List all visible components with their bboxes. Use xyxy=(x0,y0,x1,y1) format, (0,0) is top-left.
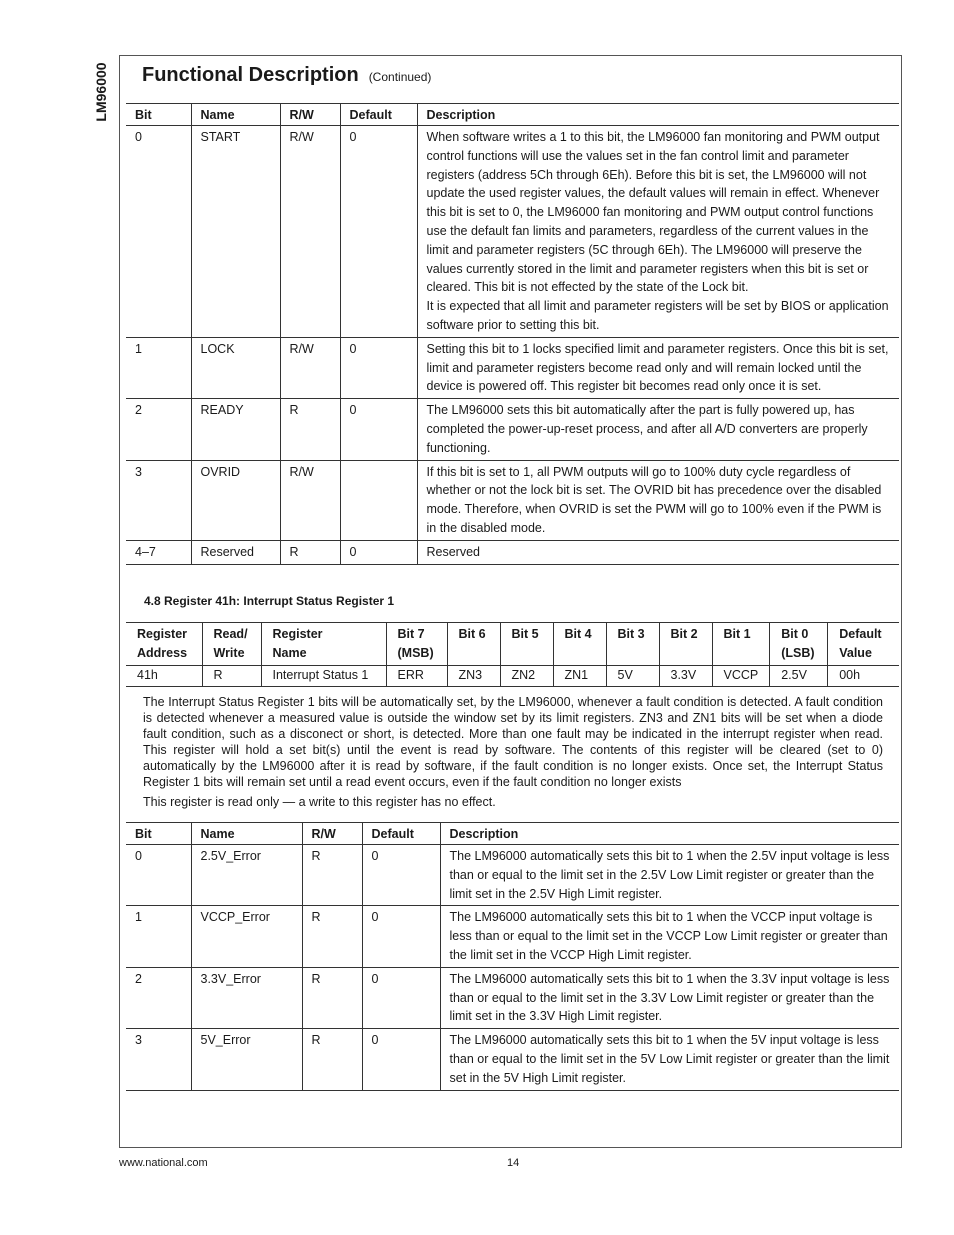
column-header-line: Value xyxy=(839,646,872,660)
default-cell: 0 xyxy=(340,337,417,398)
column-header-line xyxy=(671,644,701,663)
table-header-row xyxy=(126,823,899,845)
bit-cell: 3 xyxy=(126,460,191,540)
column-header-line: Write xyxy=(213,646,245,660)
table-row xyxy=(126,845,899,906)
interrupt-description-paragraph: The Interrupt Status Register 1 bits will be automatically set, by the LM96000, whenever a fault condition is detected. A fault condition is detected whenever a measured value is outside the window set by its limit registers. ZN3 and ZN1 bits will be set when a diode fault condition, such as a disconect or short, is detected. More than one fault may be indicated in the interrupt register when read. This register will hold a set bit(s) until the event is read by software. The contents of this register will be cleared (set to 0) automatically by the LM96000 after it is read by software, if the fault condition is no longer exists. Once set, the Interrupt Status Register 1 bits will remain set until a read event occurs, even if the fault condition no longer exists xyxy=(143,695,883,789)
rw-cell: R xyxy=(302,906,362,967)
column-header xyxy=(202,623,261,666)
footer-website: www.national.com xyxy=(119,1157,208,1169)
section-title: 4.8 Register 41h: Interrupt Status Register 1 xyxy=(144,594,395,608)
name-cell: READY xyxy=(191,399,280,460)
register-cell: 2.5V xyxy=(770,666,828,687)
name-cell: OVRID xyxy=(191,460,280,540)
default-cell: 0 xyxy=(362,1029,440,1090)
default-cell: 0 xyxy=(340,126,417,338)
column-header-line xyxy=(724,644,759,663)
table-row xyxy=(126,906,899,967)
column-header: R/W xyxy=(302,823,362,845)
register-cell: R xyxy=(202,666,261,687)
column-header: Bit xyxy=(126,104,191,126)
column-header-line: Bit 7 xyxy=(397,627,425,641)
column-header: Default xyxy=(340,104,417,126)
column-header-line: Bit 6 xyxy=(458,627,486,641)
bit-cell: 1 xyxy=(126,337,191,398)
rw-cell: R/W xyxy=(280,337,340,398)
bit-description-table-1 xyxy=(126,103,899,565)
register-cell: ZN1 xyxy=(553,666,606,687)
column-header-line: Bit 4 xyxy=(564,627,592,641)
column-header-line: Bit 0 xyxy=(781,627,809,641)
column-header-line xyxy=(459,644,489,663)
column-header xyxy=(712,623,770,666)
column-header-line: Read/ xyxy=(213,627,248,641)
column-header xyxy=(606,623,659,666)
column-header xyxy=(659,623,712,666)
column-header-line: Bit 5 xyxy=(511,627,539,641)
column-header xyxy=(386,623,447,666)
name-cell: START xyxy=(191,126,280,338)
register-cell: 5V xyxy=(606,666,659,687)
register-cell: 41h xyxy=(126,666,202,687)
description-cell xyxy=(440,1029,899,1090)
description-cell xyxy=(440,845,899,906)
description-paragraph: The LM96000 automatically sets this bit to 1 when the 2.5V input voltage is less than or equal to the limit set in the 2.5V Low Limit register or greater than the limit set in the 2.5V High Limit register. xyxy=(449,849,890,901)
register-cell: 00h xyxy=(828,666,899,687)
description-cell xyxy=(417,337,899,398)
table-header-row xyxy=(126,104,899,126)
description-paragraph: When software writes a 1 to this bit, the LM96000 fan monitoring and PWM output control functions will use the values set in the fan control limit and parameter registers (address 5Ch through 6Eh). Before this bit is set, the LM96000 will not update the used register values, the default values will remain in effect. Whenever this bit is set to 0, the LM96000 fan monitoring and PWM output control functions use the default fan limits and parameters, regardless of the current values in the limit and parameter registers (5C through 6Eh). The LM96000 will preserve the values currently stored in the limit and parameter registers when this bit is set or cleared. This bit is not effected by the state of the Lock bit. xyxy=(426,130,880,295)
column-header-line: Register xyxy=(272,627,323,641)
description-cell xyxy=(440,906,899,967)
column-header: Description xyxy=(417,104,899,126)
default-cell: 0 xyxy=(362,845,440,906)
column-header-line: Name xyxy=(272,646,307,660)
bit-cell: 2 xyxy=(126,399,191,460)
register-cell: ZN3 xyxy=(447,666,500,687)
description-cell xyxy=(417,540,899,564)
bit-cell: 3 xyxy=(126,1029,191,1090)
rw-cell: R xyxy=(302,845,362,906)
column-header xyxy=(126,623,202,666)
column-header-line: Address xyxy=(137,646,188,660)
description-paragraph: The LM96000 automatically sets this bit to 1 when the VCCP input voltage is less than or equal to the limit set in the VCCP Low Limit register or greater than the limit set in the VCCP High Limit register. xyxy=(449,910,888,962)
table-row xyxy=(126,666,899,687)
name-cell: VCCP_Error xyxy=(191,906,302,967)
part-number-side-label: LM96000 xyxy=(93,62,109,122)
column-header: Description xyxy=(440,823,899,845)
description-cell xyxy=(417,399,899,460)
description-paragraph: The LM96000 automatically sets this bit to 1 when the 3.3V input voltage is less than or equal to the limit set in the 3.3V Low Limit register or greater than the limit set in the 3.3V High Limit register. xyxy=(449,971,890,1024)
column-header-line: Default xyxy=(839,627,882,641)
column-header-line: Bit 2 xyxy=(670,627,698,641)
register-cell: VCCP xyxy=(712,666,770,687)
register-cell: ZN2 xyxy=(500,666,553,687)
default-cell: 0 xyxy=(362,967,440,1028)
column-header xyxy=(828,623,899,666)
register-summary-table xyxy=(126,622,899,687)
rw-cell: R xyxy=(280,540,340,564)
default-cell: 0 xyxy=(362,906,440,967)
table-row xyxy=(126,337,899,398)
table-row xyxy=(126,399,899,460)
column-header: Default xyxy=(362,823,440,845)
column-header xyxy=(553,623,606,666)
description-paragraph: Setting this bit to 1 locks specified limit and parameter registers. Once this bit is set, limit and parameter registers become read only and will remain locked until the device is powered off. This register bit becomes read only once it is set. xyxy=(426,341,889,394)
description-paragraph: It is expected that all limit and parameter registers will be set by BIOS or application software prior to setting this bit. xyxy=(426,299,889,332)
column-header-line: Register xyxy=(137,627,188,641)
bit-cell: 0 xyxy=(126,126,191,338)
table-row xyxy=(126,460,899,540)
rw-cell: R/W xyxy=(280,460,340,540)
table-header-row xyxy=(126,623,899,666)
column-header xyxy=(261,623,386,666)
description-paragraph: If this bit is set to 1, all PWM outputs will go to 100% duty cycle regardless of whether or not the lock bit is set. The OVRID bit has precedence over the disabled mode. Therefore, when OVRID is set the PWM will go to 100% even if the PWM is in the disabled mode. xyxy=(426,464,882,535)
column-header-line xyxy=(565,644,595,663)
register-cell: ERR xyxy=(386,666,447,687)
rw-cell: R/W xyxy=(280,126,340,338)
bit-cell: 0 xyxy=(126,845,191,906)
register-cell: 3.3V xyxy=(659,666,712,687)
bit-description-table-2 xyxy=(126,822,899,1091)
continued-label: (Continued) xyxy=(368,70,432,84)
bit-cell: 1 xyxy=(126,906,191,967)
column-header-line: (MSB) xyxy=(397,646,434,660)
footer-page-number: 14 xyxy=(507,1157,520,1169)
name-cell: LOCK xyxy=(191,337,280,398)
column-header: Bit xyxy=(126,823,191,845)
description-paragraph: The LM96000 automatically sets this bit to 1 when the 5V input voltage is less than or equal to the limit set in the 5V Low Limit register or greater than the limit set in the 5V High Limit register. xyxy=(449,1033,890,1085)
table-row xyxy=(126,967,899,1028)
rw-cell: R xyxy=(302,967,362,1028)
rw-cell: R xyxy=(302,1029,362,1090)
default-cell xyxy=(340,460,417,540)
name-cell: 3.3V_Error xyxy=(191,967,302,1028)
table-row xyxy=(126,540,899,564)
rw-cell: R xyxy=(280,399,340,460)
table-row xyxy=(126,1029,899,1090)
column-header xyxy=(447,623,500,666)
default-cell: 0 xyxy=(340,540,417,564)
bit-cell: 4–7 xyxy=(126,540,191,564)
column-header xyxy=(770,623,828,666)
read-only-note: This register is read only — a write to this register has no effect. xyxy=(143,795,496,809)
name-cell: 2.5V_Error xyxy=(191,845,302,906)
name-cell: Reserved xyxy=(191,540,280,564)
column-header-line xyxy=(618,644,648,663)
column-header-line: Bit 1 xyxy=(723,627,751,641)
description-cell xyxy=(417,460,899,540)
column-header: Name xyxy=(191,104,280,126)
column-header: Name xyxy=(191,823,302,845)
description-paragraph: Reserved xyxy=(426,544,480,559)
default-cell: 0 xyxy=(340,399,417,460)
column-header xyxy=(500,623,553,666)
page-title: Functional Description (Continued) xyxy=(142,64,432,86)
bit-cell: 2 xyxy=(126,967,191,1028)
column-header: R/W xyxy=(280,104,340,126)
description-cell xyxy=(417,126,899,338)
register-cell: Interrupt Status 1 xyxy=(261,666,386,687)
column-header-line xyxy=(512,644,542,663)
description-paragraph: The LM96000 sets this bit automatically after the part is fully powered up, has completed the power-up-reset process, and after all A/D converters are properly functioning. xyxy=(426,403,868,455)
column-header-line: (LSB) xyxy=(781,646,815,660)
name-cell: 5V_Error xyxy=(191,1029,302,1090)
column-header-line: Bit 3 xyxy=(617,627,645,641)
description-cell xyxy=(440,967,899,1028)
table-row xyxy=(126,126,899,338)
